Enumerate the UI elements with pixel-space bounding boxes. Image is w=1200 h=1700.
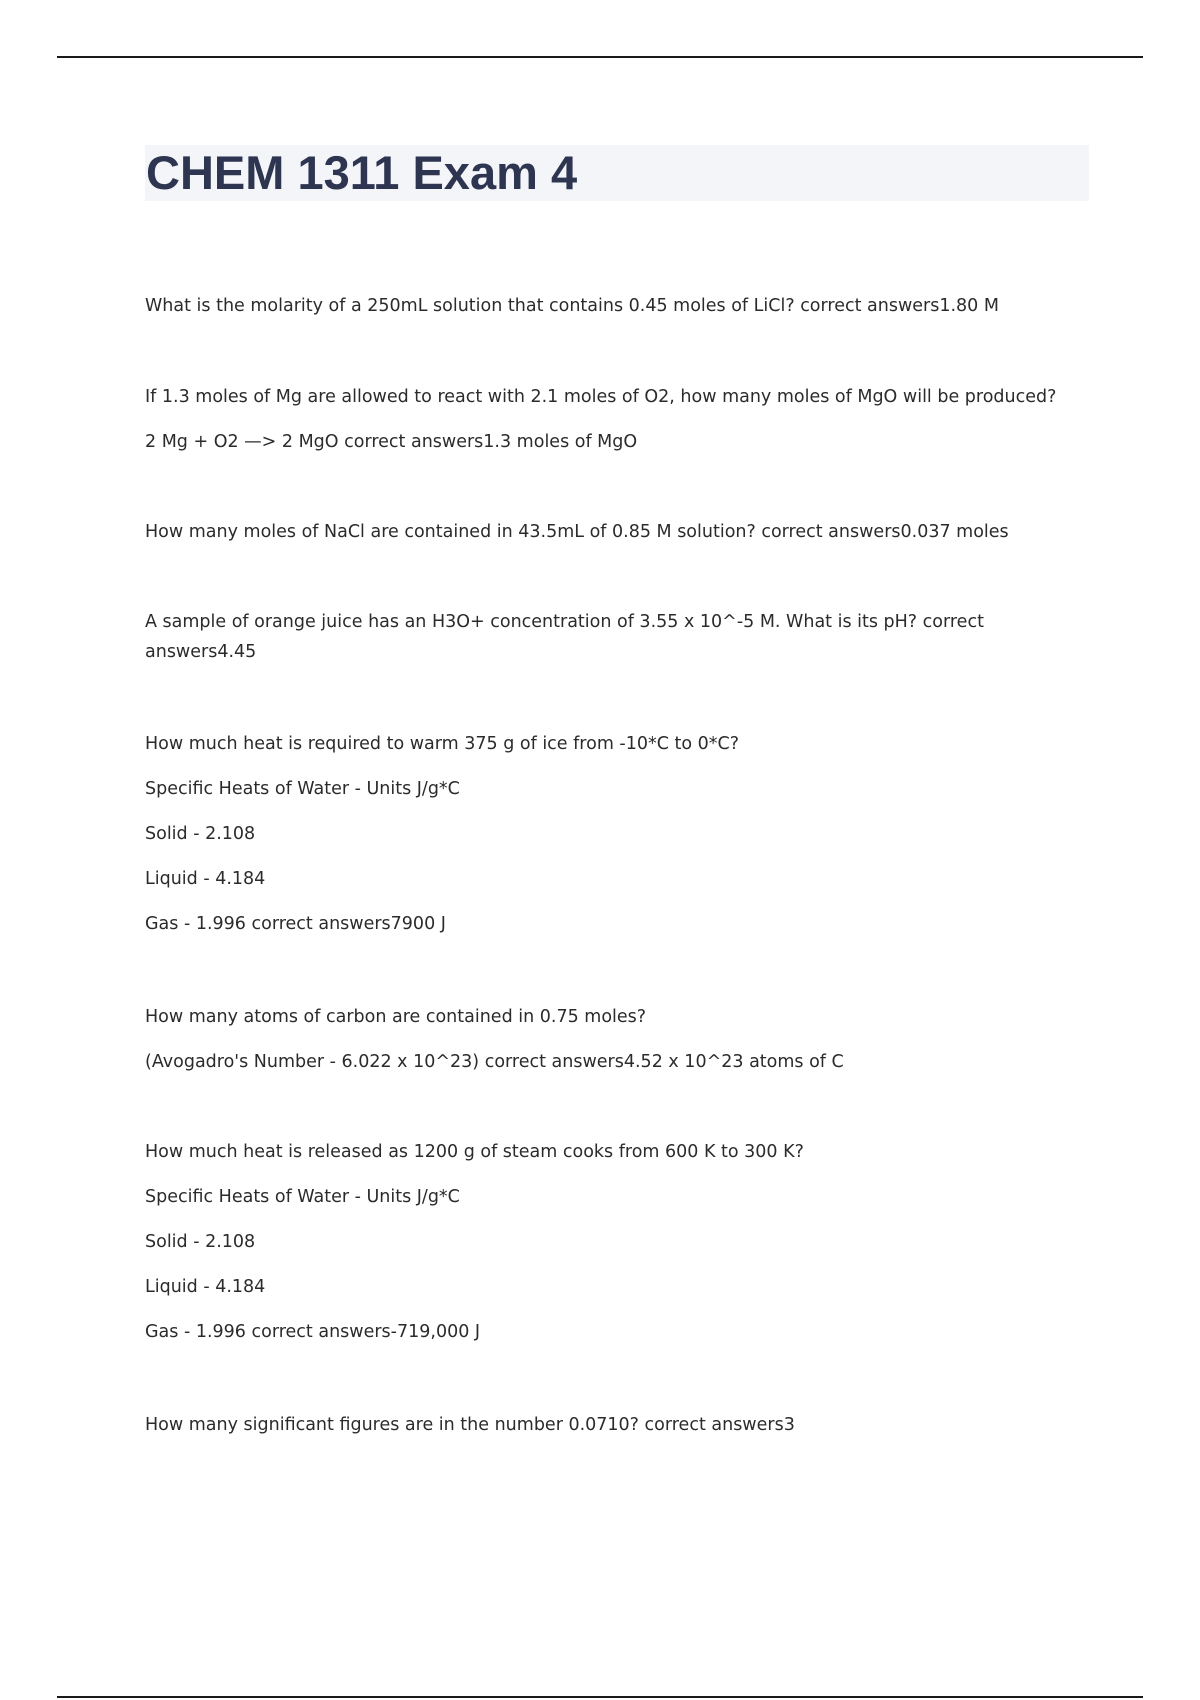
question-5-line-3: Solid - 2.108 [145,824,256,844]
question-6-line-1: How many atoms of carbon are contained in 0.75 moles? [145,1007,647,1027]
question-4 [145,607,1090,667]
question-2-line-1: If 1.3 moles of Mg are allowed to react with 2.1 moles of O2, how many moles of MgO will be produced? [145,387,1057,407]
question-3 [145,519,1090,564]
question-7-line-1: How much heat is released as 1200 g of steam cooks from 600 K to 300 K? [145,1142,804,1162]
bottom-rule [57,1696,1143,1698]
question-5-line-1: How much heat is required to warm 375 g of ice from -10*C to 0*C? [145,734,740,754]
question-2-line-2: 2 Mg + O2 —> 2 MgO correct answers1.3 moles of MgO [145,432,638,452]
top-rule [57,56,1143,58]
question-7-line-4: Liquid - 4.184 [145,1277,266,1297]
question-6-line-2: (Avogadro's Number - 6.022 x 10^23) correct answers4.52 x 10^23 atoms of C [145,1052,844,1072]
question-5-line-2: Specific Heats of Water - Units J/g*C [145,779,460,799]
question-5 [145,731,1090,956]
question-6 [145,1004,1090,1094]
question-7-line-3: Solid - 2.108 [145,1232,256,1252]
question-2 [145,384,1090,474]
question-8-line-1: How many significant figures are in the number 0.0710? correct answers3 [145,1415,795,1435]
question-8 [145,1412,1090,1457]
question-1-line-1: What is the molarity of a 250mL solution that contains 0.45 moles of LiCl? correct answers1.80 M [145,296,999,316]
question-1 [145,293,1090,338]
question-4-line-1: A sample of orange juice has an H3O+ concentration of 3.55 x 10^-5 M. What is its pH? correct answers4.45 [145,612,984,662]
question-7 [145,1139,1090,1364]
question-5-line-5: Gas - 1.996 correct answers7900 J [145,914,446,934]
page-title: CHEM 1311 Exam 4 [146,146,578,199]
question-7-line-2: Specific Heats of Water - Units J/g*C [145,1187,460,1207]
question-3-line-1: How many moles of NaCl are contained in 43.5mL of 0.85 M solution? correct answers0.037 moles [145,522,1009,542]
question-5-line-4: Liquid - 4.184 [145,869,266,889]
question-7-line-5: Gas - 1.996 correct answers-719,000 J [145,1322,481,1342]
